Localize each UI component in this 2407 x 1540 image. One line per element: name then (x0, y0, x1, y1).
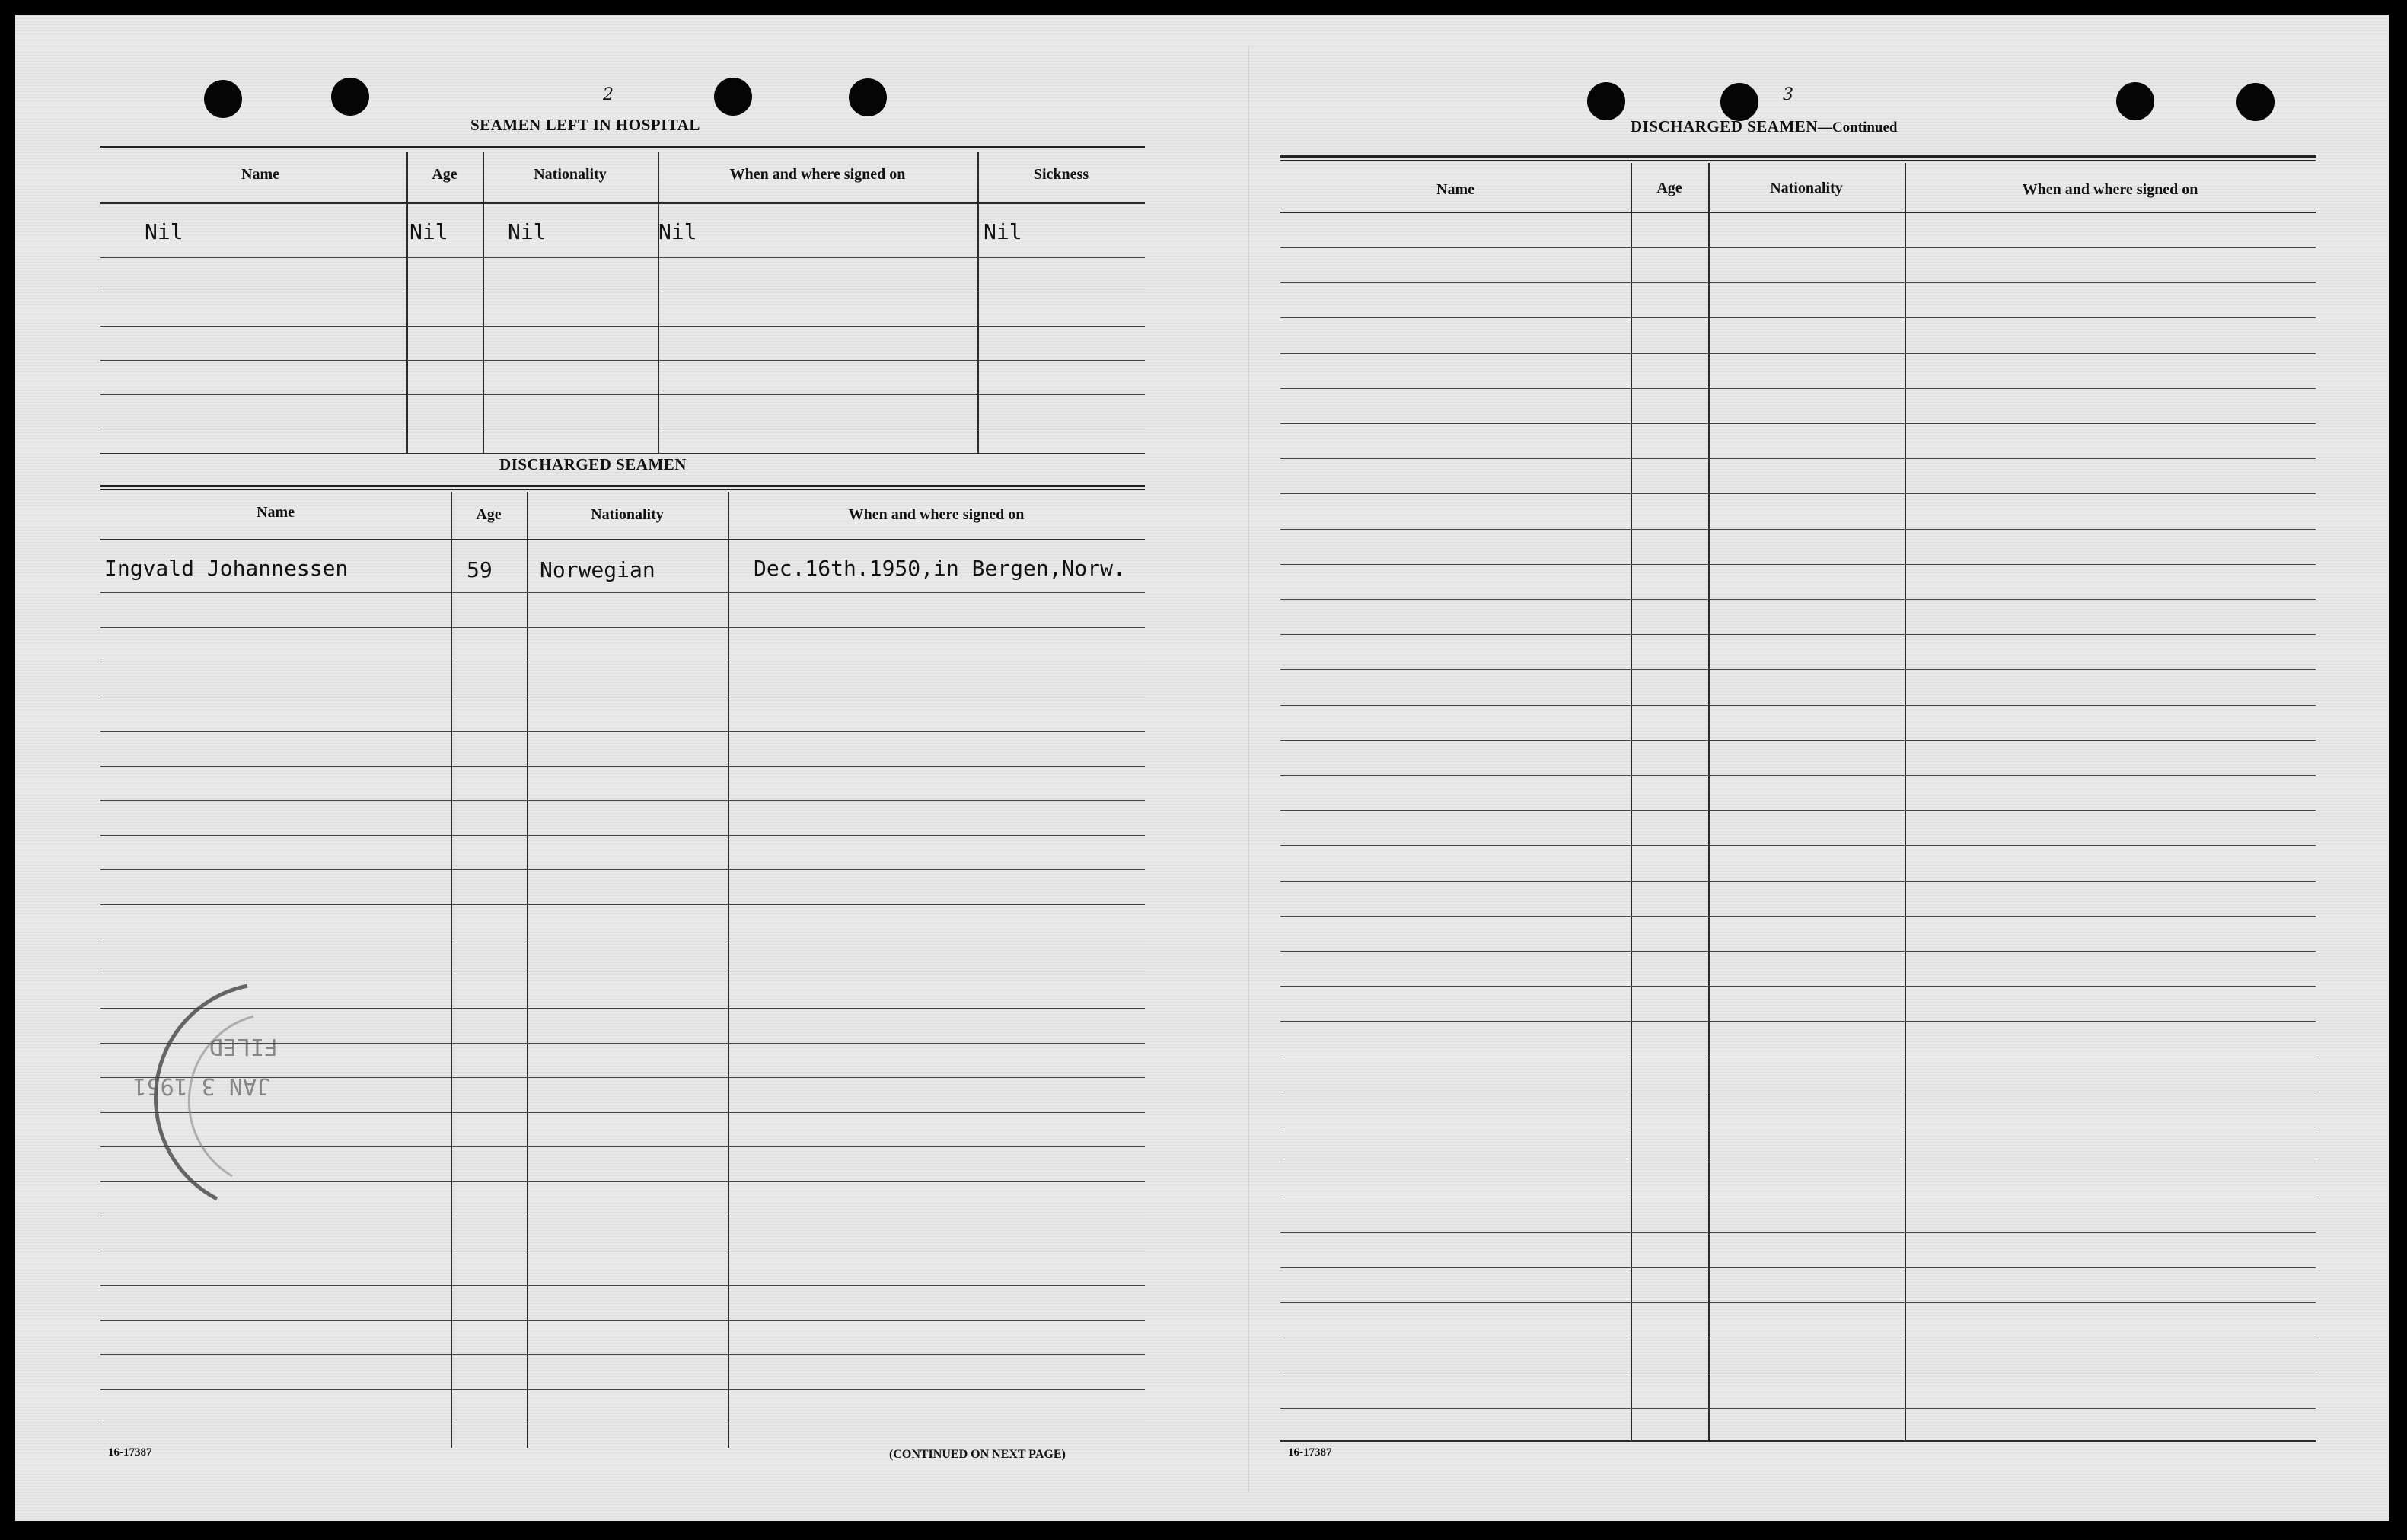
section-rule (100, 146, 1145, 151)
hospital-nationality-entry: Nil (508, 219, 547, 244)
column-header-age: Age (476, 506, 502, 523)
column-header-name: Name (241, 166, 279, 183)
row-line (1280, 916, 2316, 917)
column-header-age: Age (432, 166, 457, 183)
column-divider (527, 492, 528, 1448)
column-divider (977, 152, 979, 454)
column-divider (1708, 163, 1710, 1440)
row-line (1280, 881, 2316, 882)
row-line (1280, 353, 2316, 354)
hospital-name-entry: Nil (145, 219, 183, 244)
row-line (100, 869, 1145, 870)
discharged-name-entry: Ingvald Johannessen (104, 556, 349, 581)
punch-hole (2236, 83, 2275, 121)
row-line (1280, 599, 2316, 600)
row-line (1280, 282, 2316, 283)
row-line (100, 766, 1145, 767)
section-rule (100, 485, 1145, 490)
section-title (1631, 117, 1897, 136)
row-line (100, 394, 1145, 395)
stamp-line: JAN 3 1951 (132, 1073, 270, 1099)
punch-hole (204, 80, 242, 118)
section-rule (1280, 155, 2316, 161)
row-line (100, 326, 1145, 327)
ledger-sheet (15, 15, 2389, 1521)
column-header-name: Name (257, 504, 295, 521)
row-line (1280, 775, 2316, 776)
row-line (1280, 845, 2316, 846)
punch-hole (2116, 82, 2154, 120)
column-divider (451, 492, 452, 1448)
section-title-suffix: —Continued (1817, 120, 1898, 136)
punch-hole (1720, 83, 1758, 121)
row-line (1280, 669, 2316, 670)
row-line (1280, 317, 2316, 318)
section-title: DISCHARGED SEAMEN (499, 455, 687, 473)
page-number: 2 (603, 85, 614, 104)
column-header-signed-on: When and where signed on (729, 166, 906, 183)
row-line (1280, 1440, 2316, 1442)
punch-hole (1587, 82, 1625, 120)
row-line (100, 592, 1145, 593)
section-title-text: DISCHARGED SEAMEN (1631, 117, 1818, 136)
row-line (1280, 1408, 2316, 1409)
row-line (1280, 458, 2316, 459)
column-header-nationality: Nationality (1770, 180, 1843, 196)
continued-note: (CONTINUED ON NEXT PAGE) (889, 1448, 1066, 1461)
row-line (1280, 247, 2316, 248)
row-line (1280, 986, 2316, 987)
row-line (100, 1389, 1145, 1390)
row-line (1280, 634, 2316, 635)
column-header-sickness: Sickness (1033, 166, 1089, 183)
punch-hole (331, 78, 369, 116)
column-divider (483, 152, 484, 454)
column-header-signed-on: When and where signed on (2022, 181, 2198, 198)
row-line (1280, 388, 2316, 389)
hospital-age-entry: Nil (410, 219, 448, 244)
column-divider (1631, 163, 1632, 1440)
row-line (100, 453, 1145, 454)
row-line (1280, 705, 2316, 706)
row-line (100, 360, 1145, 361)
page-number: 3 (1783, 85, 1793, 104)
column-divider (658, 152, 659, 454)
row-line (100, 627, 1145, 628)
row-line (1280, 740, 2316, 741)
row-line (1280, 493, 2316, 494)
column-divider (728, 492, 729, 1448)
row-line (100, 731, 1145, 732)
row-line (1280, 564, 2316, 565)
column-divider (1905, 163, 1906, 1440)
received-stamp (132, 971, 415, 1214)
form-number: 16-17387 (108, 1446, 152, 1459)
column-header-nationality: Nationality (591, 506, 664, 523)
row-line (100, 904, 1145, 905)
section-title: SEAMEN LEFT IN HOSPITAL (470, 116, 700, 134)
column-divider (406, 152, 408, 454)
stamp-line: FILED (209, 1033, 278, 1060)
row-line (100, 202, 1145, 204)
row-line (1280, 212, 2316, 213)
row-line (1280, 423, 2316, 424)
row-line (100, 835, 1145, 836)
row-line (1280, 951, 2316, 952)
column-header-nationality: Nationality (534, 166, 607, 183)
column-header-age: Age (1656, 180, 1682, 196)
discharged-signed-on-entry: Dec.16th.1950,in Bergen,Norw. (754, 556, 1126, 581)
row-line (100, 1320, 1145, 1321)
hospital-signed-on-entry: Nil (658, 219, 697, 244)
row-line (100, 539, 1145, 540)
row-line (1280, 1021, 2316, 1022)
row-line (1280, 1232, 2316, 1233)
column-header-signed-on: When and where signed on (848, 506, 1025, 523)
punch-hole (714, 78, 752, 116)
discharged-nationality-entry: Norwegian (540, 557, 655, 582)
row-line (100, 800, 1145, 801)
row-line (1280, 529, 2316, 530)
page-fold (1248, 46, 1249, 1492)
row-line (100, 1354, 1145, 1355)
row-line (1280, 1302, 2316, 1303)
column-header-name: Name (1436, 181, 1474, 198)
row-line (1280, 1267, 2316, 1268)
form-number: 16-17387 (1288, 1446, 1332, 1459)
discharged-age-entry: 59 (467, 557, 493, 582)
row-line (100, 1285, 1145, 1286)
row-line (1280, 810, 2316, 811)
row-line (100, 257, 1145, 258)
hospital-sickness-entry: Nil (984, 219, 1022, 244)
punch-hole (849, 78, 887, 116)
